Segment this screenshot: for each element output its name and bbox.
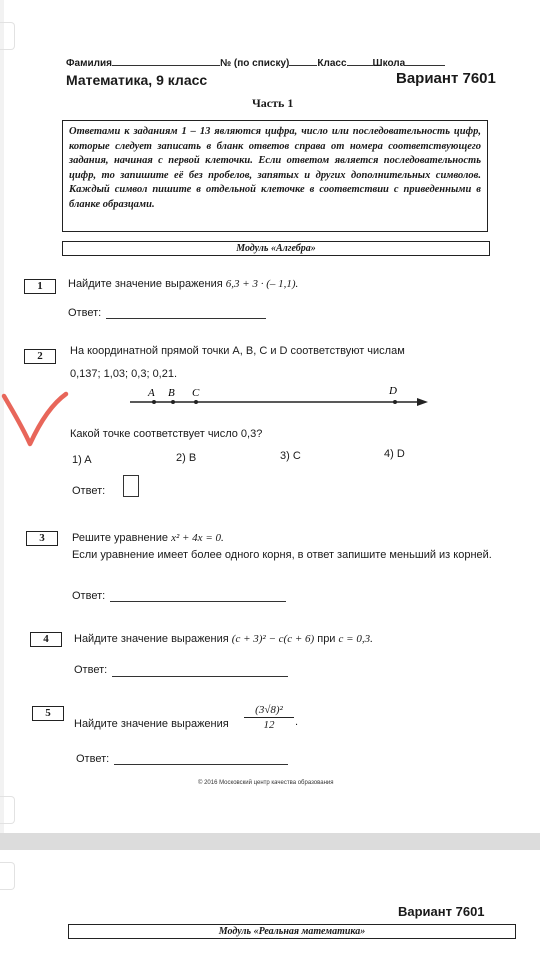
number-label: № (по списку): [219, 58, 290, 69]
point-label-c: C: [192, 387, 200, 399]
check-mark-icon: [0, 376, 70, 456]
task-5-fraction: [244, 704, 294, 731]
option-1: 1) A: [72, 454, 92, 466]
fraction-numerator: (3√8)²: [244, 704, 294, 718]
class-label: Класс: [317, 58, 347, 69]
task-2-text: На координатной прямой точки A, B, C и D соответствуют числам: [70, 345, 405, 357]
answer-line[interactable]: [110, 601, 286, 602]
point-label-b: B: [168, 387, 175, 399]
task-4-text: Найдите значение выражения (c + 3)² − c(c + 6) при c = 0,3.: [74, 633, 373, 645]
option-4: 4) D: [384, 448, 405, 460]
answer-label: Ответ:: [72, 590, 106, 602]
task-3-instruction: Если уравнение имеет более одного корня, в ответ запишите меньший из корней.: [72, 549, 492, 561]
fraction-denominator: 12: [263, 719, 275, 731]
page-gap: [0, 833, 540, 850]
part-title: Часть 1: [252, 96, 294, 110]
answer-label: Ответ:: [76, 753, 110, 765]
answer-label: Ответ:: [72, 485, 106, 497]
point-label-d: D: [389, 385, 397, 397]
option-3: 3) C: [280, 450, 301, 462]
option-2: 2) B: [176, 452, 197, 464]
point-d-dot: [393, 400, 397, 404]
module-real-math-header: Модуль «Реальная математика»: [68, 924, 516, 939]
variant-label: Вариант 7601: [396, 70, 496, 87]
task-2-question: Какой точке соответствует число 0,3?: [70, 428, 263, 440]
task-1-text: Найдите значение выражения 6,3 + 3 · (– 1,1).: [68, 278, 299, 290]
binder-mark: [0, 22, 15, 50]
task-number: 1: [24, 279, 56, 294]
binder-mark: [0, 862, 15, 890]
surname-label: Фамилия: [66, 58, 112, 69]
number-line: [128, 384, 434, 410]
point-a-dot: [152, 400, 156, 404]
answer-line[interactable]: [106, 318, 266, 319]
task-number: 5: [32, 706, 64, 721]
expression-period: .: [295, 716, 299, 728]
task-5-text: Найдите значение выражения: [74, 718, 229, 730]
point-b-dot: [171, 400, 175, 404]
exam-title: Математика, 9 класс: [66, 72, 208, 88]
variant-label-page2: Вариант 7601: [398, 904, 485, 919]
copyright-footer: © 2016 Московский центр качества образования: [198, 780, 334, 786]
task-2-numbers: 0,137; 1,03; 0,3; 0,21.: [70, 368, 178, 380]
answer-line[interactable]: [114, 764, 288, 765]
student-info-row: [66, 58, 445, 69]
school-label: Школа: [372, 58, 406, 69]
module-algebra-header: Модуль «Алгебра»: [62, 241, 490, 256]
task-number: 3: [26, 531, 58, 546]
binder-mark: [0, 796, 15, 824]
task-number: 4: [30, 632, 62, 647]
point-c-dot: [194, 400, 198, 404]
task-3-text: Решите уравнение x² + 4x = 0.: [72, 532, 224, 544]
answer-label: Ответ:: [74, 664, 108, 676]
answer-box[interactable]: [123, 475, 139, 497]
answer-label: Ответ:: [68, 307, 102, 319]
point-label-a: A: [148, 387, 155, 399]
task-number: 2: [24, 349, 56, 364]
instructions-box: Ответами к заданиям 1 – 13 являются цифра, число или последовательность цифр, которые следует записать в бланк ответов справа от номера соответствующего задания, начиная с первой клеточки. Если ответом является последовательность цифр, то запишите её без пробелов, запятых и других дополнительных символов. Каждый символ пишите в отдельной клеточке в соответствии с приведенными в бланке образцами.: [62, 120, 488, 232]
answer-line[interactable]: [112, 676, 288, 677]
